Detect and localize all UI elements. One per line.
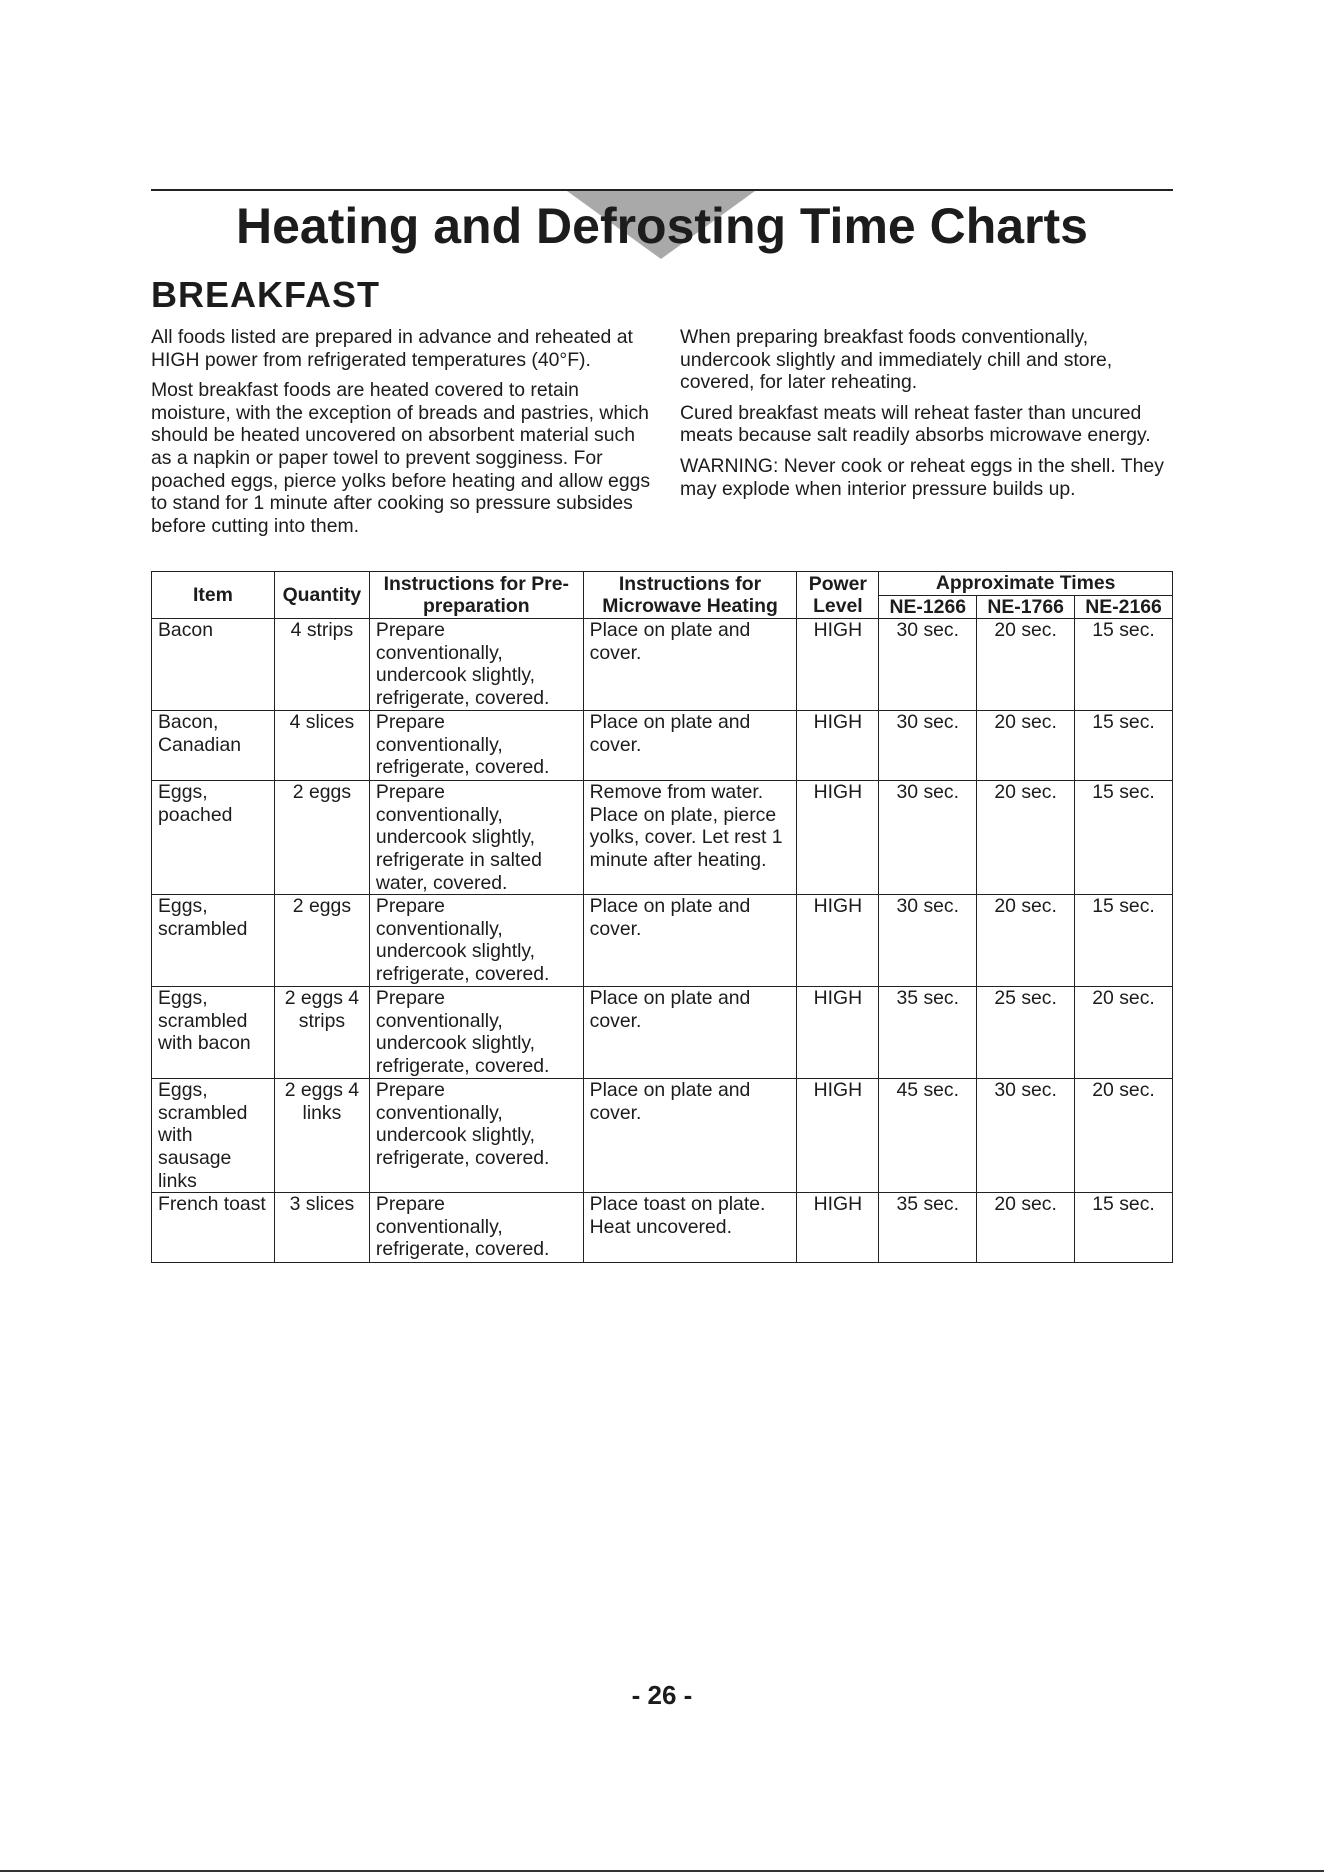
cell-time-ne2166: 15 sec. xyxy=(1075,895,1173,987)
intro-paragraph: Cured breakfast meats will reheat faster than uncured meats because salt readily absorbs microwave energy. xyxy=(680,401,1151,447)
intro-paragraph: When preparing breakfast foods conventionally, undercook slightly and immediately chill and store, covered, for later reheating. xyxy=(680,326,1113,394)
cell-power-level: HIGH xyxy=(797,619,879,711)
cell-item: Eggs, scrambled xyxy=(152,895,275,987)
header-prep-instructions: Instructions for Pre-preparation xyxy=(369,572,583,619)
cell-time-ne2166: 15 sec. xyxy=(1075,711,1173,781)
cell-time-ne1766: 20 sec. xyxy=(977,781,1075,895)
cell-time-ne1266: 30 sec. xyxy=(879,711,977,781)
cell-microwave-instructions: Remove from water. Place on plate, pierce yolks, cover. Let rest 1 minute after heating. xyxy=(583,781,797,895)
cell-time-ne1766: 30 sec. xyxy=(977,1079,1075,1193)
intro-paragraph: Most breakfast foods are heated covered to retain moisture, with the exception of breads and pastries, which should be heated uncovered on absorbent material such as a napkin or paper towel to prevent sogginess. For poached eggs, pierce yolks before heating and allow eggs to stand for 1 minute after cooking so pressure subsides before cutting into them. xyxy=(151,379,651,537)
cell-prep-instructions: Prepare conventionally, undercook slightly, refrigerate, covered. xyxy=(369,1079,583,1193)
cell-item: French toast xyxy=(152,1193,275,1263)
cell-prep-instructions: Prepare conventionally, refrigerate, covered. xyxy=(369,711,583,781)
cell-time-ne1266: 45 sec. xyxy=(879,1079,977,1193)
intro-paragraph: All foods listed are prepared in advance and reheated at HIGH power from refrigerated temperatures (40°F). xyxy=(151,326,633,371)
cell-time-ne2166: 15 sec. xyxy=(1075,781,1173,895)
cell-time-ne1766: 25 sec. xyxy=(977,987,1075,1079)
table-row xyxy=(152,711,1173,781)
warning-paragraph: WARNING: Never cook or reheat eggs in the shell. They may explode when interior pressure builds up. xyxy=(680,454,1164,500)
breakfast-time-chart xyxy=(151,571,1173,1263)
cell-prep-instructions: Prepare conventionally, undercook slightly, refrigerate, covered. xyxy=(369,895,583,987)
cell-time-ne1766: 20 sec. xyxy=(977,711,1075,781)
cell-microwave-instructions: Place on plate and cover. xyxy=(583,895,797,987)
cell-power-level: HIGH xyxy=(797,781,879,895)
header-model-ne2166: NE-2166 xyxy=(1075,595,1173,619)
cell-time-ne1766: 20 sec. xyxy=(977,1193,1075,1263)
cell-time-ne1266: 35 sec. xyxy=(879,987,977,1079)
cell-time-ne1266: 30 sec. xyxy=(879,895,977,987)
cell-quantity: 4 slices xyxy=(274,711,369,781)
cell-prep-instructions: Prepare conventionally, undercook slightly, refrigerate in salted water, covered. xyxy=(369,781,583,895)
cell-microwave-instructions: Place on plate and cover. xyxy=(583,711,797,781)
cell-time-ne2166: 15 sec. xyxy=(1075,619,1173,711)
table-row xyxy=(152,1079,1173,1193)
table-row xyxy=(152,895,1173,987)
cell-quantity: 3 slices xyxy=(274,1193,369,1263)
cell-microwave-instructions: Place on plate and cover. xyxy=(583,987,797,1079)
cell-time-ne1266: 30 sec. xyxy=(879,781,977,895)
cell-item: Eggs, poached xyxy=(152,781,275,895)
cell-prep-instructions: Prepare conventionally, undercook slightly, refrigerate, covered. xyxy=(369,619,583,711)
header-model-ne1266: NE-1266 xyxy=(879,595,977,619)
cell-quantity: 2 eggs 4 links xyxy=(274,1079,369,1193)
page-number: - 26 - xyxy=(631,1680,693,1710)
intro-right-column xyxy=(680,326,1180,508)
cell-quantity: 4 strips xyxy=(274,619,369,711)
header-item: Item xyxy=(152,572,275,619)
header-microwave-instructions: Instructions for Microwave Heating xyxy=(583,572,797,619)
section-heading: BREAKFAST xyxy=(151,274,381,315)
cell-item: Bacon, Canadian xyxy=(152,711,275,781)
cell-power-level: HIGH xyxy=(797,711,879,781)
cell-microwave-instructions: Place toast on plate. Heat uncovered. xyxy=(583,1193,797,1263)
cell-time-ne2166: 20 sec. xyxy=(1075,987,1173,1079)
table-row xyxy=(152,1193,1173,1263)
cell-quantity: 2 eggs 4 strips xyxy=(274,987,369,1079)
intro-left-column xyxy=(151,326,651,545)
table-body xyxy=(152,619,1173,1263)
cell-time-ne1766: 20 sec. xyxy=(977,895,1075,987)
header-quantity: Quantity xyxy=(274,572,369,619)
cell-prep-instructions: Prepare conventionally, refrigerate, covered. xyxy=(369,1193,583,1263)
cell-quantity: 2 eggs xyxy=(274,781,369,895)
cell-prep-instructions: Prepare conventionally, undercook slightly, refrigerate, covered. xyxy=(369,987,583,1079)
cell-time-ne2166: 20 sec. xyxy=(1075,1079,1173,1193)
table-row xyxy=(152,987,1173,1079)
table-row xyxy=(152,781,1173,895)
header-model-ne1766: NE-1766 xyxy=(977,595,1075,619)
cell-time-ne1766: 20 sec. xyxy=(977,619,1075,711)
header-power-level: Power Level xyxy=(797,572,879,619)
cell-item: Eggs, scrambled with sausage links xyxy=(152,1079,275,1193)
cell-time-ne2166: 15 sec. xyxy=(1075,1193,1173,1263)
cell-item: Eggs, scrambled with bacon xyxy=(152,987,275,1079)
cell-power-level: HIGH xyxy=(797,1193,879,1263)
cell-power-level: HIGH xyxy=(797,987,879,1079)
cell-power-level: HIGH xyxy=(797,1079,879,1193)
page-title: Heating and Defrosting Time Charts xyxy=(236,198,1088,254)
cell-time-ne1266: 35 sec. xyxy=(879,1193,977,1263)
table-row xyxy=(152,619,1173,711)
header-approximate-times: Approximate Times xyxy=(879,572,1173,596)
cell-quantity: 2 eggs xyxy=(274,895,369,987)
cell-microwave-instructions: Place on plate and cover. xyxy=(583,1079,797,1193)
cell-time-ne1266: 30 sec. xyxy=(879,619,977,711)
cell-item: Bacon xyxy=(152,619,275,711)
cell-power-level: HIGH xyxy=(797,895,879,987)
cell-microwave-instructions: Place on plate and cover. xyxy=(583,619,797,711)
